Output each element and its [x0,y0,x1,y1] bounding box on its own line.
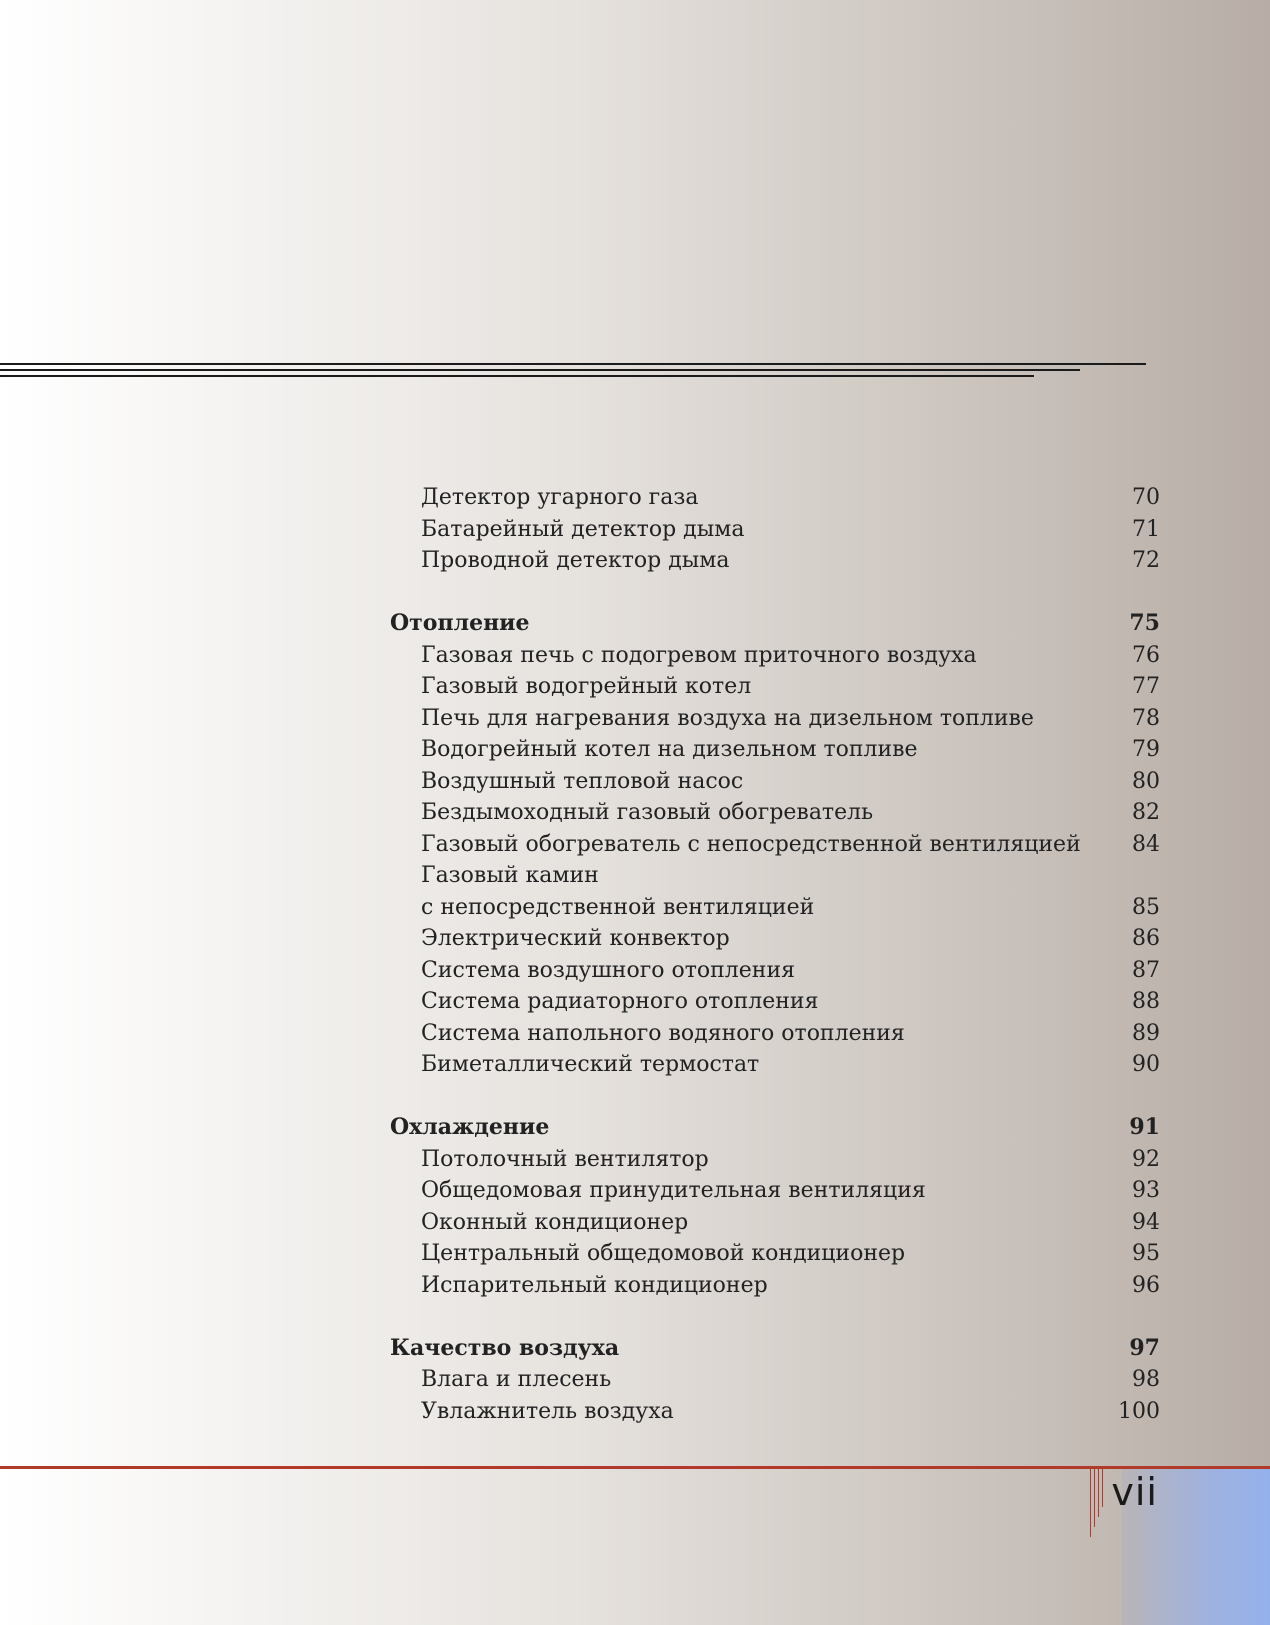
toc-section-heading[interactable] [390,1333,1160,1365]
toc-section-heading[interactable] [390,1112,1160,1144]
toc-entry-page: 80 [1132,768,1160,794]
toc-entry-page: 79 [1132,737,1160,762]
table-of-contents [390,482,1160,1427]
toc-entry-title: Потолочный вентилятор [421,1146,709,1172]
toc-entry-page: 100 [1118,1398,1160,1424]
toc-entry-title: Центральный общедомовой кондиционер [421,1241,906,1266]
badge-decorative-lines [1088,1469,1108,1537]
toc-entry-page: 84 [1132,831,1160,857]
toc-entry[interactable] [390,766,1160,798]
toc-entry[interactable] [390,797,1160,829]
toc-entry-title: Оконный кондиционер [421,1209,689,1235]
toc-entry-page: 78 [1132,705,1160,731]
toc-entry-title: Увлажнитель воздуха [421,1398,674,1424]
toc-entry-page: 94 [1132,1209,1160,1235]
toc-entry[interactable] [390,545,1160,577]
toc-entry-page: 90 [1132,1052,1160,1077]
toc-entry[interactable] [390,640,1160,672]
toc-section-heading[interactable] [390,608,1160,640]
toc-entry-page: 76 [1132,642,1160,668]
top-decorative-rules [0,360,1150,380]
toc-entry[interactable] [390,1144,1160,1176]
toc-entry-page: 92 [1132,1146,1160,1172]
top-rule-1 [0,363,1146,365]
toc-entry[interactable] [390,1049,1160,1081]
toc-entry-page: 85 [1132,894,1160,920]
toc-entry-page: 98 [1132,1367,1160,1392]
toc-entry-title: Общедомовая принудительная вентиляция [421,1178,926,1203]
top-rule-2 [0,369,1080,371]
badge-line-4 [1102,1469,1103,1507]
toc-entry[interactable] [390,1207,1160,1239]
top-rule-3 [0,375,1034,377]
toc-entry-title: Система напольного водяного отопления [421,1020,905,1046]
badge-line-3 [1098,1469,1099,1517]
toc-section-page: 91 [1129,1114,1160,1140]
toc-entry[interactable] [390,955,1160,987]
toc-entry-page: 70 [1132,485,1160,510]
toc-entry[interactable] [390,860,1160,892]
toc-entry[interactable] [390,1270,1160,1302]
toc-entry[interactable] [390,986,1160,1018]
section-spacer [390,1081,1160,1113]
badge-line-2 [1094,1469,1095,1527]
badge-line-1 [1090,1469,1091,1537]
toc-entry-title: Электрический конвектор [421,926,730,951]
bottom-rule [0,1466,1270,1469]
toc-entry-page: 89 [1132,1020,1160,1046]
toc-entry-page: 86 [1132,926,1160,951]
toc-entry-title: Батарейный детектор дыма [421,516,745,542]
toc-entry-title: Газовая печь с подогревом приточного воздуха [421,642,977,668]
toc-entry-page: 93 [1132,1178,1160,1203]
toc-entry-page: 72 [1132,548,1160,573]
toc-entry-title: Водогрейный котел на дизельном топливе [421,737,918,762]
toc-section-page: 75 [1129,610,1160,636]
section-spacer [390,577,1160,609]
toc-entry-page: 77 [1132,674,1160,699]
toc-entry-title: Проводной детектор дыма [421,548,730,573]
toc-entry-title: Детектор угарного газа [421,485,699,510]
toc-entry-title: Печь для нагревания воздуха на дизельном топливе [421,705,1034,731]
toc-entry[interactable] [390,703,1160,735]
toc-entry-title: с непосредственной вентиляцией [421,894,815,920]
toc-entry-title: Воздушный тепловой насос [421,768,744,794]
toc-entry-title: Система воздушного отопления [421,957,795,983]
section-spacer [390,1301,1160,1333]
toc-entry-title: Влага и плесень [421,1367,612,1392]
page-number: vii [1111,1470,1158,1514]
toc-entry-title: Газовый обогреватель с непосредственной вентиляцией [421,831,1081,857]
toc-entry[interactable] [390,671,1160,703]
toc-entry-title: Бездымоходный газовый обогреватель [421,800,874,825]
toc-section-title: Отопление [390,610,530,636]
toc-section-title: Охлаждение [390,1114,550,1140]
toc-entry[interactable] [390,1396,1160,1428]
toc-entry-page: 82 [1132,800,1160,825]
toc-entry[interactable] [390,734,1160,766]
toc-section-title: Качество воздуха [390,1334,620,1361]
toc-entry[interactable] [390,923,1160,955]
toc-entry-page: 88 [1132,989,1160,1014]
toc-entry-page: 87 [1132,957,1160,983]
toc-entry[interactable] [390,1364,1160,1396]
toc-entry[interactable] [390,1175,1160,1207]
toc-entry[interactable] [390,1238,1160,1270]
toc-entry[interactable] [390,1018,1160,1050]
toc-entry-page: 71 [1132,516,1160,542]
toc-section-page: 97 [1129,1334,1160,1361]
toc-entry-title: Газовый водогрейный котел [421,674,752,699]
toc-entry-page: 96 [1132,1272,1160,1298]
toc-entry[interactable] [390,829,1160,861]
toc-entry[interactable] [390,482,1160,514]
toc-entry[interactable] [390,514,1160,546]
toc-entry[interactable] [390,892,1160,924]
toc-entry-title: Испарительный кондиционер [421,1272,768,1298]
toc-entry-title: Газовый камин [421,863,599,888]
toc-entry-title: Система радиаторного отопления [421,989,819,1014]
toc-entry-page: 95 [1132,1241,1160,1266]
toc-entry-title: Биметаллический термостат [421,1052,760,1077]
